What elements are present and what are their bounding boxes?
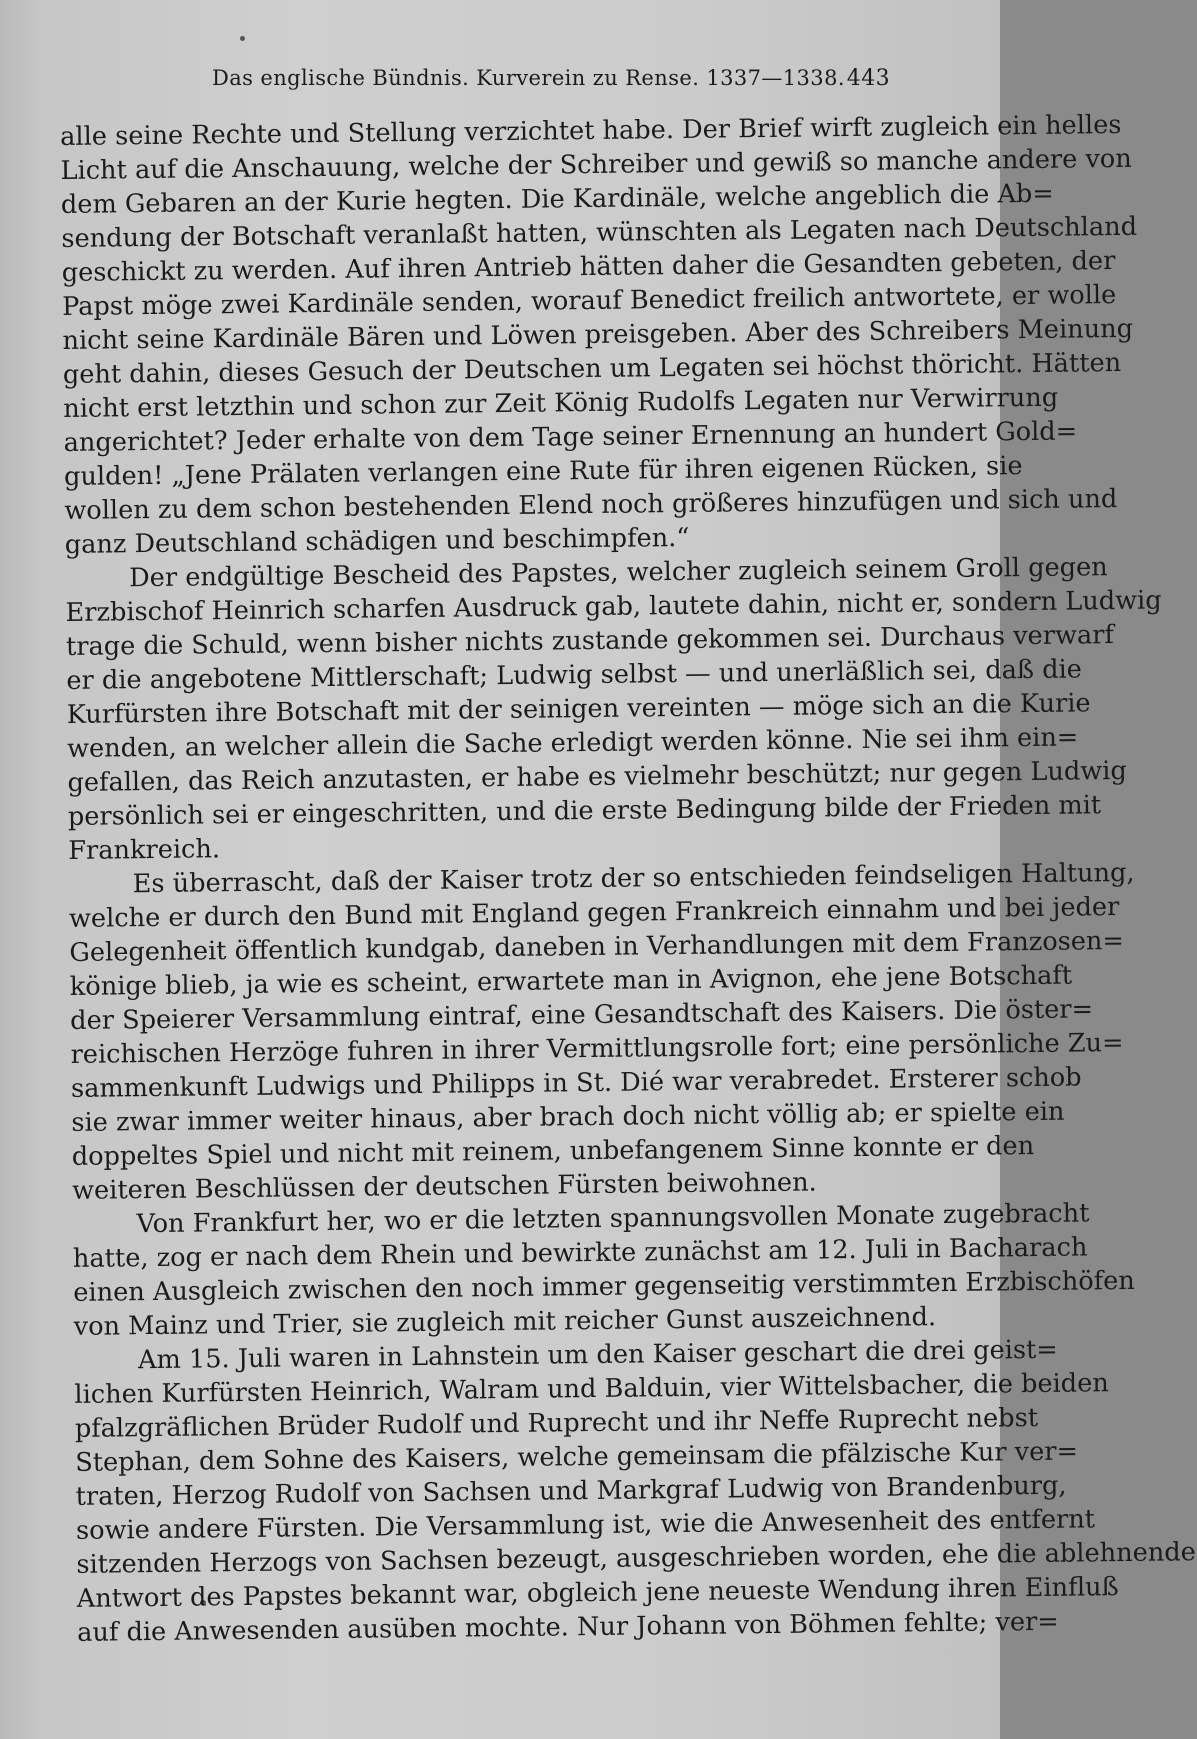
text-line: traten, Herzog Rudolf von Sachsen und Markgraf Ludwig von Brandenburg, [75,1470,1067,1512]
running-head [60,64,900,94]
ink-speck-top [240,36,245,41]
text-line: gulden! „Jene Prälaten verlangen eine Rute für ihren eigenen Rücken, sie [63,451,1023,492]
text-line: sie zwar immer weiter hinaus, aber brach doch nicht völlig ab; er spielte ein [71,1096,1065,1138]
text-line: gefallen, das Reich anzutasten, er habe es vielmehr beschützt; nur gegen Ludwig [67,755,1127,798]
text-line: sammenkunft Ludwigs und Philipps in St. Dié war verabredet. Ersterer schob [70,1062,1082,1104]
text-line: pfalzgräflichen Brüder Rudolf und Ruprecht und ihr Neffe Ruprecht nebst [74,1402,1039,1444]
text-line: nicht erst letzthin und schon zur Zeit König Rudolfs Legaten nur Verwirrung [63,382,1059,424]
paragraph-4 [72,1198,1135,1344]
text-line: trage die Schuld, wenn bisher nichts zustande gekommen sei. Durchaus verwarf [65,620,1115,662]
text-line: persönlich sei er eingeschritten, und die erste Bedingung bilde der Frieden mit [67,790,1102,832]
text-line: weiteren Beschlüssen der deutschen Fürsten beiwohnen. [71,1167,817,1206]
text-line: angerichtet? Jeder erhalte von dem Tage seiner Ernennung an hundert Gold= [63,416,1078,458]
text-line: reichischen Herzöge fuhren in ihrer Vermittlungsrolle fort; eine persönliche Zu= [70,1027,1124,1070]
text-line: sowie andere Fürsten. Die Versammlung ist, wie die Anwesenheit des entfernt [75,1504,1096,1546]
paragraph-5 [74,1334,1196,1650]
text-line: Frankreich. [68,834,221,866]
text-line: wollen zu dem schon bestehenden Elend noch größeres hinzufügen und sich und [64,484,1118,526]
text-line: Gelegenheit öffentlich kundgab, daneben in Verhandlungen mit dem Franzosen= [69,925,1125,968]
text-line: Papst möge zwei Kardinäle senden, worauf Benedict freilich antwortete, er wolle [61,280,1117,322]
text-line: sendung der Botschaft veranlaßt hatten, wünschten als Legaten nach Deutschland [61,211,1138,254]
page-number: 443 [846,66,890,91]
text-line: sitzenden Herzogs von Sachsen bezeugt, ausgeschrieben worden, ehe die ablehnende [76,1537,1196,1580]
text-line: Kurfürsten ihre Botschaft mit der seinigen vereinten — möge sich an die Kurie [66,688,1091,730]
text-line: nicht seine Kardinäle Bären und Löwen preisgeben. Aber des Schreibers Meinung [62,313,1134,356]
text-line: der Speierer Versammlung eintraf, eine Gesandtschaft des Kaisers. Die öster= [70,994,1094,1036]
paragraph-1 [60,109,1138,562]
text-line: lichen Kurfürsten Heinrich, Walram und Balduin, vier Wittelsbacher, die beiden [74,1368,1109,1410]
text-line: auf die Anwesenden ausüben mochte. Nur Johann von Böhmen fehlte; ver= [76,1606,1059,1648]
body-text [60,109,1196,1649]
text-line: geht dahin, dieses Gesuch der Deutschen um Legaten sei höchst thöricht. Hätten [62,347,1122,390]
text-line: könige blieb, ja wie es scheint, erwartete man in Avignon, ehe jene Botschaft [69,960,1073,1002]
text-line: er die angebotene Mittlerschaft; Ludwig selbst — und unerläßlich sei, daß die [66,654,1082,696]
text-line: Es überrascht, daß der Kaiser trotz der so entschieden feindseligen Haltung, [132,857,1135,900]
text-line: Licht auf die Anschauung, welche der Schreiber und gewiß so manche andere von [60,143,1132,186]
text-line: Stephan, dem Sohne des Kaisers, welche gemeinsam die pfälzische Kur ver= [75,1436,1079,1478]
text-line: ganz Deutschland schädigen und beschimpfen.“ [64,522,690,560]
text-line: doppeltes Spiel und nicht mit reinem, unbefangenem Sinne konnte er den [71,1131,1035,1172]
text-line: alle seine Rechte und Stellung verzichtet habe. Der Brief wirft zugleich ein helles [60,109,1122,152]
text-line: von Mainz und Trier, sie zugleich mit reicher Gunst auszeichnend. [73,1302,937,1342]
text-line: welche er durch den Bund mit England gegen Frankreich einnahm und bei jeder [68,892,1120,934]
paragraph-3 [68,857,1135,1208]
paragraph-2 [65,552,1162,868]
text-line: wenden, an welcher allein die Sache erledigt werden könne. Nie sei ihm ein= [66,722,1079,764]
text-line: Am 15. Juli waren in Lahnstein um den Kaiser geschart die drei geist= [137,1334,1058,1376]
text-line: hatte, zog er nach dem Rhein und bewirkte zunächst am 12. Juli in Bacharach [72,1232,1088,1274]
text-line: einen Ausgleich zwischen den noch immer gegenseitig verstimmten Erzbischöfen [73,1265,1135,1308]
running-title: Das englische Bündnis. Kurverein zu Rense. 1337—1338. [212,66,845,90]
text-line: Erzbischof Heinrich scharfen Ausdruck gab, lautete dahin, nicht er, sondern Ludwig [65,585,1162,628]
text-line: Von Frankfurt her, wo er die letzten spannungsvollen Monate zugebracht [136,1198,1090,1240]
text-line: dem Gebaren an der Kurie hegten. Die Kardinäle, welche angeblich die Ab= [60,178,1054,220]
text-line: geschickt zu werden. Auf ihren Antrieb hätten daher die Gesandten gebeten, der [61,246,1116,288]
text-line: Antwort des Papstes bekannt war, obgleich jene neueste Wendung ihren Einfluß [76,1572,1119,1614]
text-line: Der endgültige Bescheid des Papstes, welcher zugleich seinem Groll gegen [129,552,1108,594]
